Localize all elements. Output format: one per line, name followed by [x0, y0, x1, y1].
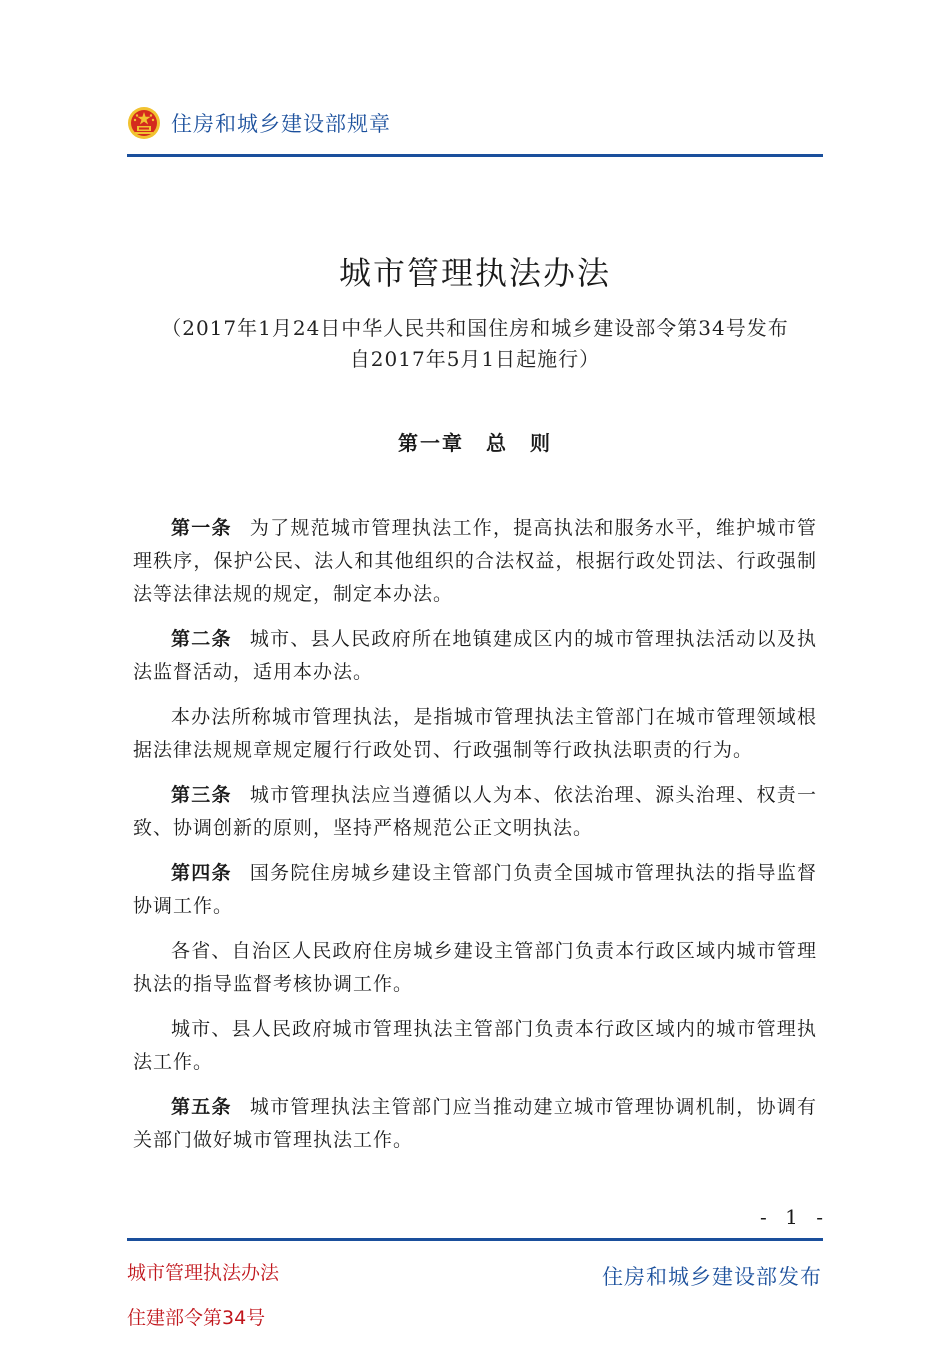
footer-decree-number: 住建部令第34号 — [127, 1307, 266, 1329]
paragraph-article-3 — [133, 779, 817, 845]
document-title: 城市管理执法办法 — [338, 254, 611, 292]
paragraph-text: 城市、县人民政府所在地镇建成区内的城市管理执法活动以及执法监督活动，适用本办法。 — [133, 628, 817, 683]
chapter-heading: 第一章 总 则 — [398, 431, 552, 455]
paragraph-text: 城市、县人民政府城市管理执法主管部门负责本行政区域内的城市管理执法工作。 — [133, 1018, 817, 1073]
article-label: 第三条 — [171, 784, 232, 806]
paragraph-text: 为了规范城市管理执法工作，提高执法和服务水平，维护城市管理秩序，保护公民、法人和其他组织的合法权益，根据行政处罚法、行政强制法等法律法规的规定，制定本办法。 — [133, 517, 817, 605]
article-label: 第五条 — [171, 1096, 232, 1118]
article-label: 第四条 — [171, 862, 232, 884]
paragraph-article-5 — [133, 1091, 817, 1157]
paragraph-text: 各省、自治区人民政府住房城乡建设主管部门负责本行政区域内城市管理执法的指导监督考核协调工作。 — [133, 940, 817, 995]
paragraph-text: 国务院住房城乡建设主管部门负责全国城市管理执法的指导监督协调工作。 — [133, 862, 817, 917]
header — [127, 103, 391, 143]
subtitle-line-2: 自2017年5月1日起施行） — [349, 347, 601, 371]
paragraph-text: 城市管理执法主管部门应当推动建立城市管理协调机制，协调有关部门做好城市管理执法工作。 — [133, 1096, 817, 1151]
header-title: 住房和城乡建设部规章 — [171, 112, 391, 136]
national-emblem-icon — [127, 106, 161, 140]
paragraph-article-4-sub-1 — [133, 935, 817, 1001]
header-divider — [127, 154, 823, 157]
paragraph-article-2 — [133, 623, 817, 689]
paragraph-text: 城市管理执法应当遵循以人为本、依法治理、源头治理、权责一致、协调创新的原则，坚持严格规范公正文明执法。 — [133, 784, 817, 839]
paragraph-article-1 — [133, 512, 817, 611]
paragraph-article-2-sub — [133, 701, 817, 767]
document-body — [133, 512, 817, 1169]
article-label: 第一条 — [171, 517, 232, 539]
paragraph-article-4-sub-2 — [133, 1013, 817, 1079]
page-number: - 1 - — [760, 1205, 829, 1229]
paragraph-text: 本办法所称城市管理执法，是指城市管理执法主管部门在城市管理领域根据法律法规规章规定履行行政处罚、行政强制等行政执法职责的行为。 — [133, 706, 817, 761]
subtitle-line-1: （2017年1月24日中华人民共和国住房和城乡建设部令第34号发布 — [161, 316, 789, 340]
footer-document-name: 城市管理执法办法 — [127, 1262, 280, 1284]
article-label: 第二条 — [171, 628, 232, 650]
footer-publisher: 住房和城乡建设部发布 — [602, 1265, 822, 1289]
paragraph-article-4 — [133, 857, 817, 923]
footer-divider — [127, 1238, 823, 1241]
